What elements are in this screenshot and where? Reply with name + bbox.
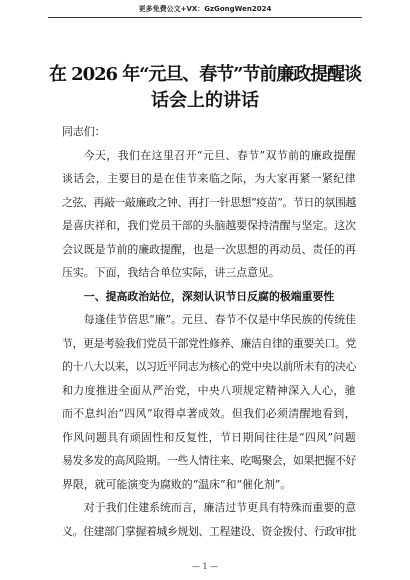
title-line: 在 2026 年“元旦、春节”节前廉政提醒谈 xyxy=(49,64,361,85)
document-body xyxy=(62,120,356,543)
body-line: 今天，我们在这里召开“元旦、春节”双节前的廉政提醒 xyxy=(83,148,356,162)
body-line: 而不息纠治“四风”取得卓著成效。但我们必须清醒地看到， xyxy=(62,407,356,420)
title-line: 话会上的讲话 xyxy=(151,90,259,111)
body-line: 和力度推进全面从严治党，中央八项规定精神深入人心，驰 xyxy=(62,383,356,397)
page-number: — 1 — xyxy=(191,562,219,571)
document-title xyxy=(49,62,361,114)
paragraph-section-1-continued xyxy=(62,496,356,543)
paragraph-intro xyxy=(62,144,356,285)
body-line: 压实。下面，我结合单位实际，讲三点意见。 xyxy=(62,266,280,279)
body-line: 是喜庆祥和，我们党员干部的头脑越要保持清醒与坚定。这次 xyxy=(62,219,356,232)
header-text: 更多免费公文+VX：GzGongWen2024 xyxy=(138,5,272,13)
body-line: 节，更是考验我们党员干部党性修养、廉洁自律的重要关口。党 xyxy=(62,336,356,350)
body-line: 之弦、再敲一敲廉政之钟、再打一针思想“疫苗”。节日的氛围越 xyxy=(62,195,356,209)
body-line: 谈话会，主要目的是在佳节来临之际，为大家再紧一紧纪律 xyxy=(62,172,356,185)
body-line: 作风问题具有顽固性和反复性，节日期间往往是“四风”问题 xyxy=(62,430,356,444)
body-line: 的十八大以来，以习近平同志为核心的党中央以前所未有的决心 xyxy=(62,360,356,373)
section-heading: 一、提高政治站位，深刻认识节日反腐的极端重要性 xyxy=(83,289,335,303)
header-rule xyxy=(48,17,362,18)
body-line: 义。住建部门掌握着城乡规划、工程建设、资金拨付、行政审批 xyxy=(62,524,356,538)
salutation: 同志们： xyxy=(62,125,106,138)
paragraph-section-1 xyxy=(62,308,356,496)
body-line: 会议既是节前的廉政提醒，也是一次思想的再动员、责任的再 xyxy=(62,242,356,256)
body-line: 界限，就可能演变为腐败的“温床”和“催化剂”。 xyxy=(62,477,292,491)
body-line: 每逢佳节倍思“廉”。元旦、春节不仅是中华民族的传统佳 xyxy=(83,313,356,326)
body-line: 易发多发的高风险期。一些人情往来、吃喝聚会，如果把握不好 xyxy=(62,454,356,467)
body-line: 对于我们住建系统而言，廉洁过节更具有特殊而重要的意 xyxy=(83,501,356,514)
